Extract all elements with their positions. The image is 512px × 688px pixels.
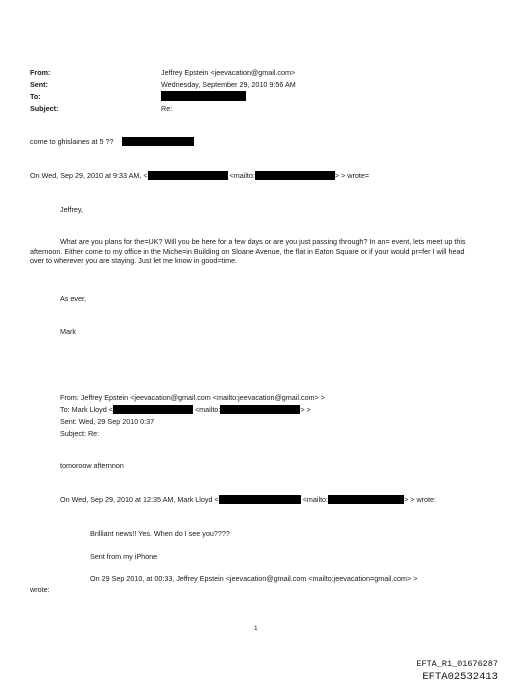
page-number: 1 [254, 625, 258, 632]
greeting: Jeffrey, [60, 205, 83, 214]
redaction-phone [122, 137, 194, 146]
redaction-to [161, 91, 246, 101]
signature: Mark [60, 327, 76, 336]
brilliant-line: Brilliant news!! Yes. When do I see you???? [90, 529, 230, 538]
to-label: To: [30, 92, 41, 101]
fwd-to [60, 405, 311, 415]
wrote-line: wrote: [30, 585, 50, 594]
reply-1-suffix: > > wrote= [334, 171, 370, 180]
subject-value: Re: [161, 104, 173, 113]
message-text: come to ghislaines at 5 ?? [30, 137, 114, 146]
from-value: Jeffrey Epstein <jeevacation@gmail.com> [161, 68, 296, 77]
from-label: From: [30, 68, 51, 77]
fwd-to-mailto: <mailto: [194, 405, 221, 414]
fwd-to-prefix: To: Mark Lloyd < [60, 405, 113, 414]
reply-1-prefix: On Wed, Sep 29, 2010 at 9:33 AM, < [30, 171, 148, 180]
fwd-to-suffix: > > [300, 405, 311, 414]
redaction-email-2b [220, 405, 300, 414]
reply-2-suffix: > > wrote: [404, 495, 437, 504]
reply-header-3: On 29 Sep 2010, at 00:33, Jeffrey Epstein <jeevacation@gmail.com <mailto:jeevacation=gmail.com> > [90, 574, 418, 583]
redaction-email-3b [328, 495, 404, 504]
tomorrow-line: tomoroow afternnon [60, 461, 124, 470]
fwd-subject: Subject: Re: [60, 429, 100, 438]
redaction-email-1b [255, 171, 335, 180]
redaction-email-1a [148, 171, 228, 180]
signoff: As ever, [60, 294, 86, 303]
reply-2-prefix: On Wed, Sep 29, 2010 at 12:35 AM, Mark Lloyd < [60, 495, 219, 504]
sent-value: Wednesday, September 29, 2010 9:56 AM [161, 80, 296, 89]
redaction-email-2a [113, 405, 193, 414]
message-paragraph: What are you plans for the=UK? Will you be here for a few days or are you just passing through? In an= event, lets meet up this afternoon. Either come to my office in the Miche=in Building on Sloane Avenue, the flat in Eaton Square or if your would pr=fer I will head over to wherever you are staying. Just let me know in good=time. [30, 237, 466, 266]
reply-2-mailto: <mailto: [302, 495, 329, 504]
reply-header-2 [60, 495, 436, 505]
reply-1-mailto: <mailto: [229, 171, 255, 180]
reply-header-1 [30, 171, 369, 181]
footer-id-1: EFTA_R1_01676287 [416, 659, 498, 669]
fwd-from: From: Jeffrey Epstein <jeevacation@gmail.com <mailto:jeevacation@gmail.com> > [60, 393, 325, 402]
redaction-email-3a [219, 495, 301, 504]
iphone-line: Sent from my iPhone [90, 552, 158, 561]
footer-id-2: EFTA02532413 [422, 671, 498, 683]
subject-label: Subject: [30, 104, 59, 113]
message-line [30, 137, 194, 147]
sent-label: Sent: [30, 80, 48, 89]
fwd-sent: Sent: Wed, 29 Sep 2010 0:37 [60, 417, 155, 426]
